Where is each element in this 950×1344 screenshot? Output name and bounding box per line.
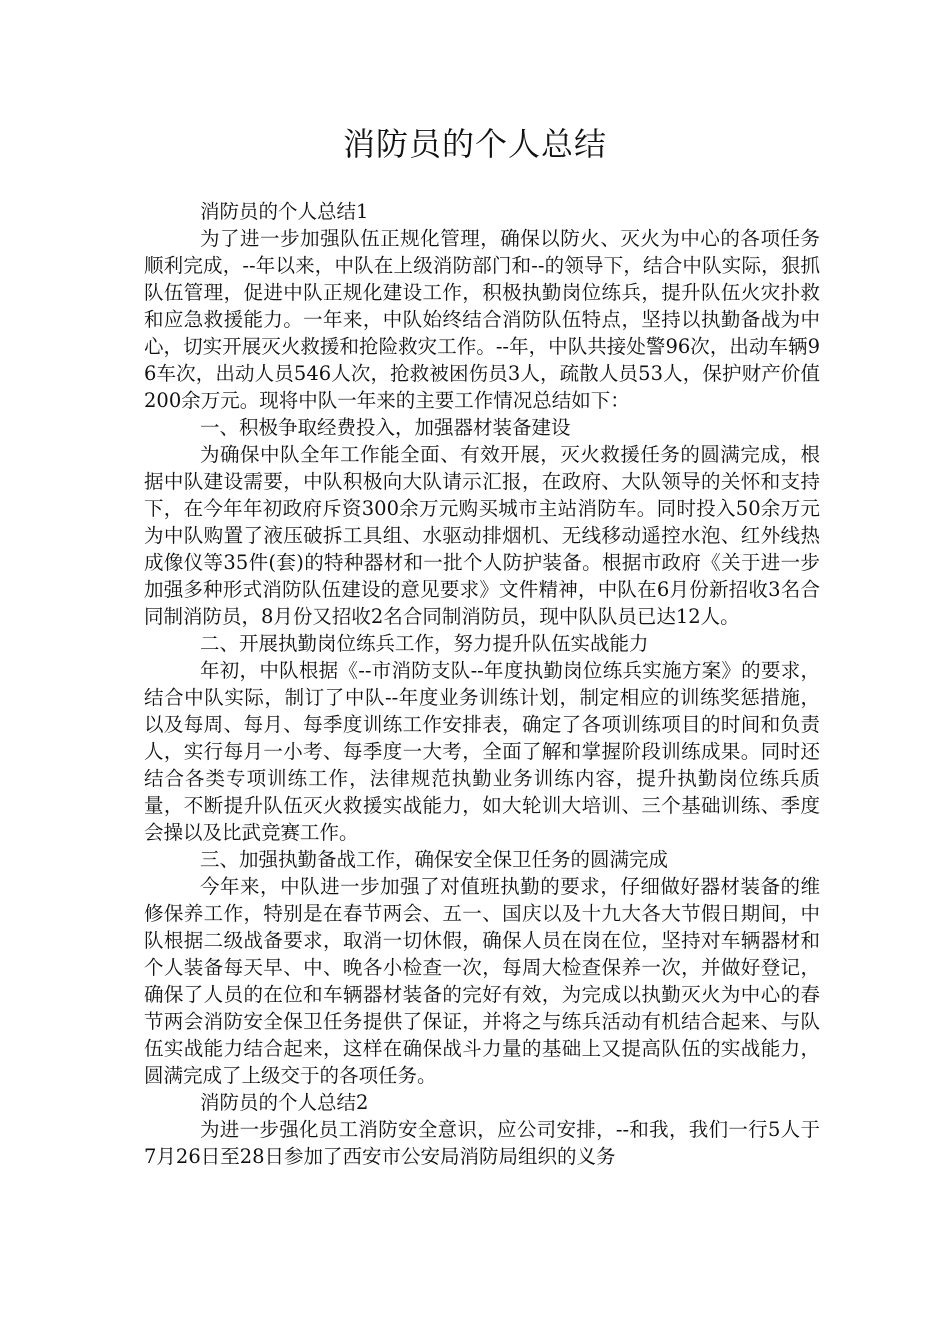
section-heading-1: 消防员的个人总结1 [200,200,369,223]
section-heading-3: 二、开展执勤岗位练兵工作，努力提升队伍实战能力 [200,632,649,655]
paragraph-training: 年初，中队根据《--市消防支队--年度执勤岗位练兵实施方案》的要求，结合中队实际，制订了中队--年度业务训练计划，制定相应的训练奖惩措施，以及每周、每月、每季度训练工作安排表，确定了各项训练项目的时间和负责人，实行每月一小考、每季度一大考，全面了解和掌握阶段训练成果。同时还结合各类专项训练工作，法律规范执勤业务训练内容，提升执勤岗位练兵质量，不断提升队伍灭火救援实战能力，如大轮训大培训、三个基础训练、季度会操以及比武竞赛工作。 [144,659,820,844]
section-heading-2: 一、积极争取经费投入，加强器材装备建设 [200,416,571,439]
document-body [144,198,820,1170]
paragraph-intro: 为了进一步加强队伍正规化管理，确保以防火、灭火为中心的各项任务顺利完成，--年以来，中队在上级消防部门和--的领导下，结合中队实际，狠抓队伍管理，促进中队正规化建设工作，积极执勤岗位练兵，提升队伍火灾扑救和应急救援能力。一年来，中队始终结合消防队伍特点，坚持以执勤备战为中心，切实开展灭火救援和抢险救灾工作。--年，中队共接处警96次，出动车辆96车次，出动人员546人次，抢救被困伤员3人，疏散人员53人，保护财产价值200余万元。现将中队一年来的主要工作情况总结如下： [144,227,820,412]
paragraph-equipment: 为确保中队全年工作能全面、有效开展，灭火救援任务的圆满完成，根据中队建设需要，中队积极向大队请示汇报，在政府、大队领导的关怀和支持下，在今年年初政府斥资300余万元购买城市主站消防车。同时投入50余万元为中队购置了液压破拆工具组、水驱动排烟机、无线移动遥控水泡、红外线热成像仪等35件(套)的特种器材和一批个人防护装备。根据市政府《关于进一步加强多种形式消防队伍建设的意见要求》文件精神，中队在6月份新招收3名合同制消防员，8月份又招收2名合同制消防员，现中队队员已达12人。 [144,443,820,628]
document-title: 消防员的个人总结 [342,125,607,163]
section-heading-4: 三、加强执勤备战工作，确保安全保卫任务的圆满完成 [200,848,669,871]
paragraph-duty: 今年来，中队进一步加强了对值班执勤的要求，仔细做好器材装备的维修保养工作，特别是在春节两会、五一、国庆以及十九大各大节假日期间，中队根据二级战备要求，取消一切休假，确保人员在岗在位，坚持对车辆器材和个人装备每天早、中、晚各小检查一次，每周大检查保养一次，并做好登记，确保了人员的在位和车辆器材装备的完好有效，为完成以执勤灭火为中心的春节两会消防安全保卫任务提供了保证，并将之与练兵活动有机结合起来、与队伍实战能力结合起来，这样在确保战斗力量的基础上又提高队伍的实战能力，圆满完成了上级交于的各项任务。 [144,875,820,1087]
paragraph-training-2: 为进一步强化员工消防安全意识，应公司安排，--和我，我们一行5人于7月26日至28日参加了西安市公安局消防局组织的义务 [144,1118,820,1168]
section-heading-5: 消防员的个人总结2 [200,1091,369,1114]
